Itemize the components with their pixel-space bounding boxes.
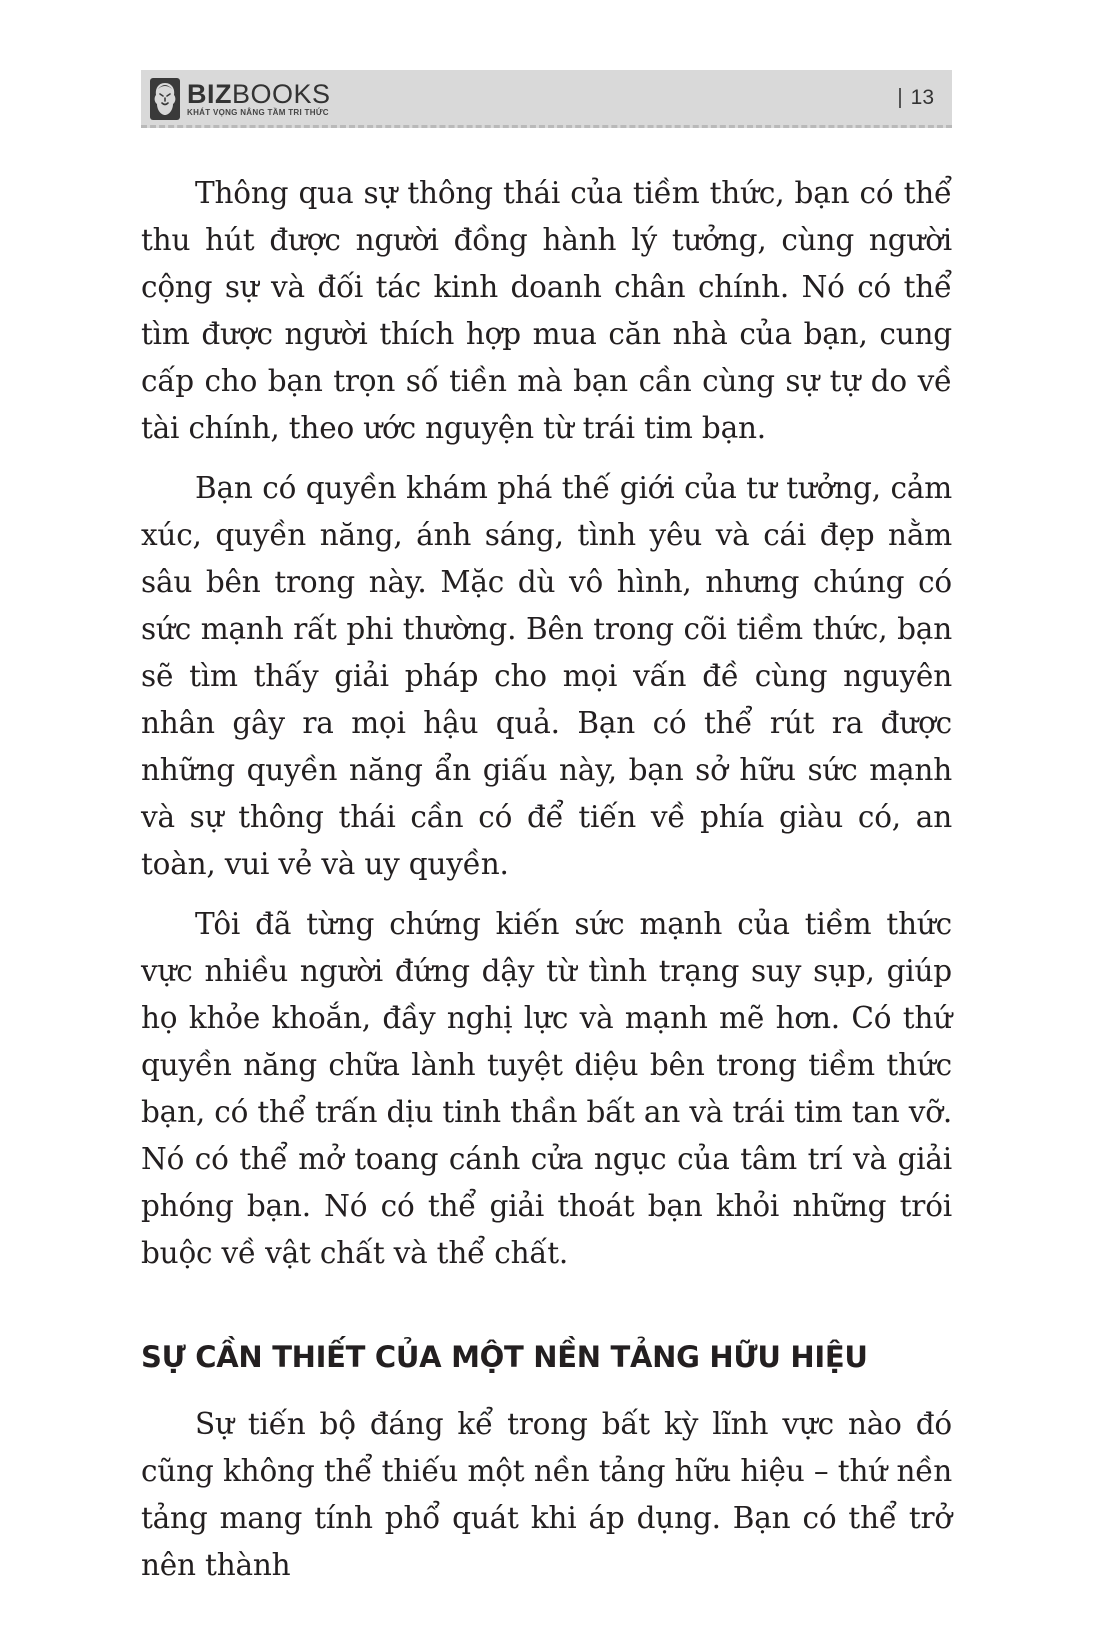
page-number-value: 13 <box>910 86 934 109</box>
paragraph: Tôi đã từng chứng kiến sức mạnh của tiềm thức vực nhiều người đứng dậy từ tình trạng suy sụp, giúp họ khỏe khoắn, đầy nghị lực và mạnh mẽ hơn. Có thứ quyền năng chữa lành tuyệt diệu bên trong tiềm thức bạn, có thể trấn dịu tinh thần bất an và trái tim tan vỡ. Nó có thể mở toang cánh cửa ngục của tâm trí và giải phóng bạn. Nó có thể giải thoát bạn khỏi những trói buộc về vật chất và thể chất. <box>141 907 952 1270</box>
brand-tagline: KHÁT VỌNG NÂNG TẦM TRI THỨC <box>187 108 329 117</box>
brand-light: BOOKS <box>232 79 331 109</box>
section-heading: SỰ CẦN THIẾT CỦA MỘT NỀN TẢNG HỮU HIỆU <box>141 1340 868 1374</box>
publisher-logo <box>149 75 331 123</box>
page-number <box>899 86 934 110</box>
section-paragraph: Sự tiến bộ đáng kể trong bất kỳ lĩnh vực nào đó cũng không thể thiếu một nền tảng hữu hiệu – thứ nền tảng mang tính phổ quát khi áp dụng. Bạn có thể trở nên thành <box>141 1407 952 1582</box>
paragraph: Bạn có quyền khám phá thế giới của tư tưởng, cảm xúc, quyền năng, ánh sáng, tình yêu và cái đẹp nằm sâu bên trong này. Mặc dù vô hình, nhưng chúng có sức mạnh rất phi thường. Bên trong cõi tiềm thức, bạn sẽ tìm thấy giải pháp cho mọi vấn đề cùng nguyên nhân gây ra mọi hậu quả. Bạn có thể rút ra được những quyền năng ẩn giấu này, bạn sở hữu sức mạnh và sự thông thái cần có để tiến về phía giàu có, an toàn, vui vẻ và uy quyền. <box>141 471 952 881</box>
paragraph: Thông qua sự thông thái của tiềm thức, bạn có thể thu hút được người đồng hành lý tưởng, cùng người cộng sự và đối tác kinh doanh chân chính. Nó có thể tìm được người thích hợp mua căn nhà của bạn, cung cấp cho bạn trọn số tiền mà bạn cần cùng sự tự do về tài chính, theo ước nguyện từ trái tim bạn. <box>141 176 952 445</box>
brand-name <box>187 80 331 108</box>
page-header <box>141 70 952 128</box>
bizbooks-lion-logo-icon <box>149 77 181 121</box>
page-body <box>141 170 952 1602</box>
logo-wordmark <box>187 80 331 118</box>
page-number-separator <box>899 88 901 108</box>
brand-bold: BIZ <box>187 79 232 109</box>
